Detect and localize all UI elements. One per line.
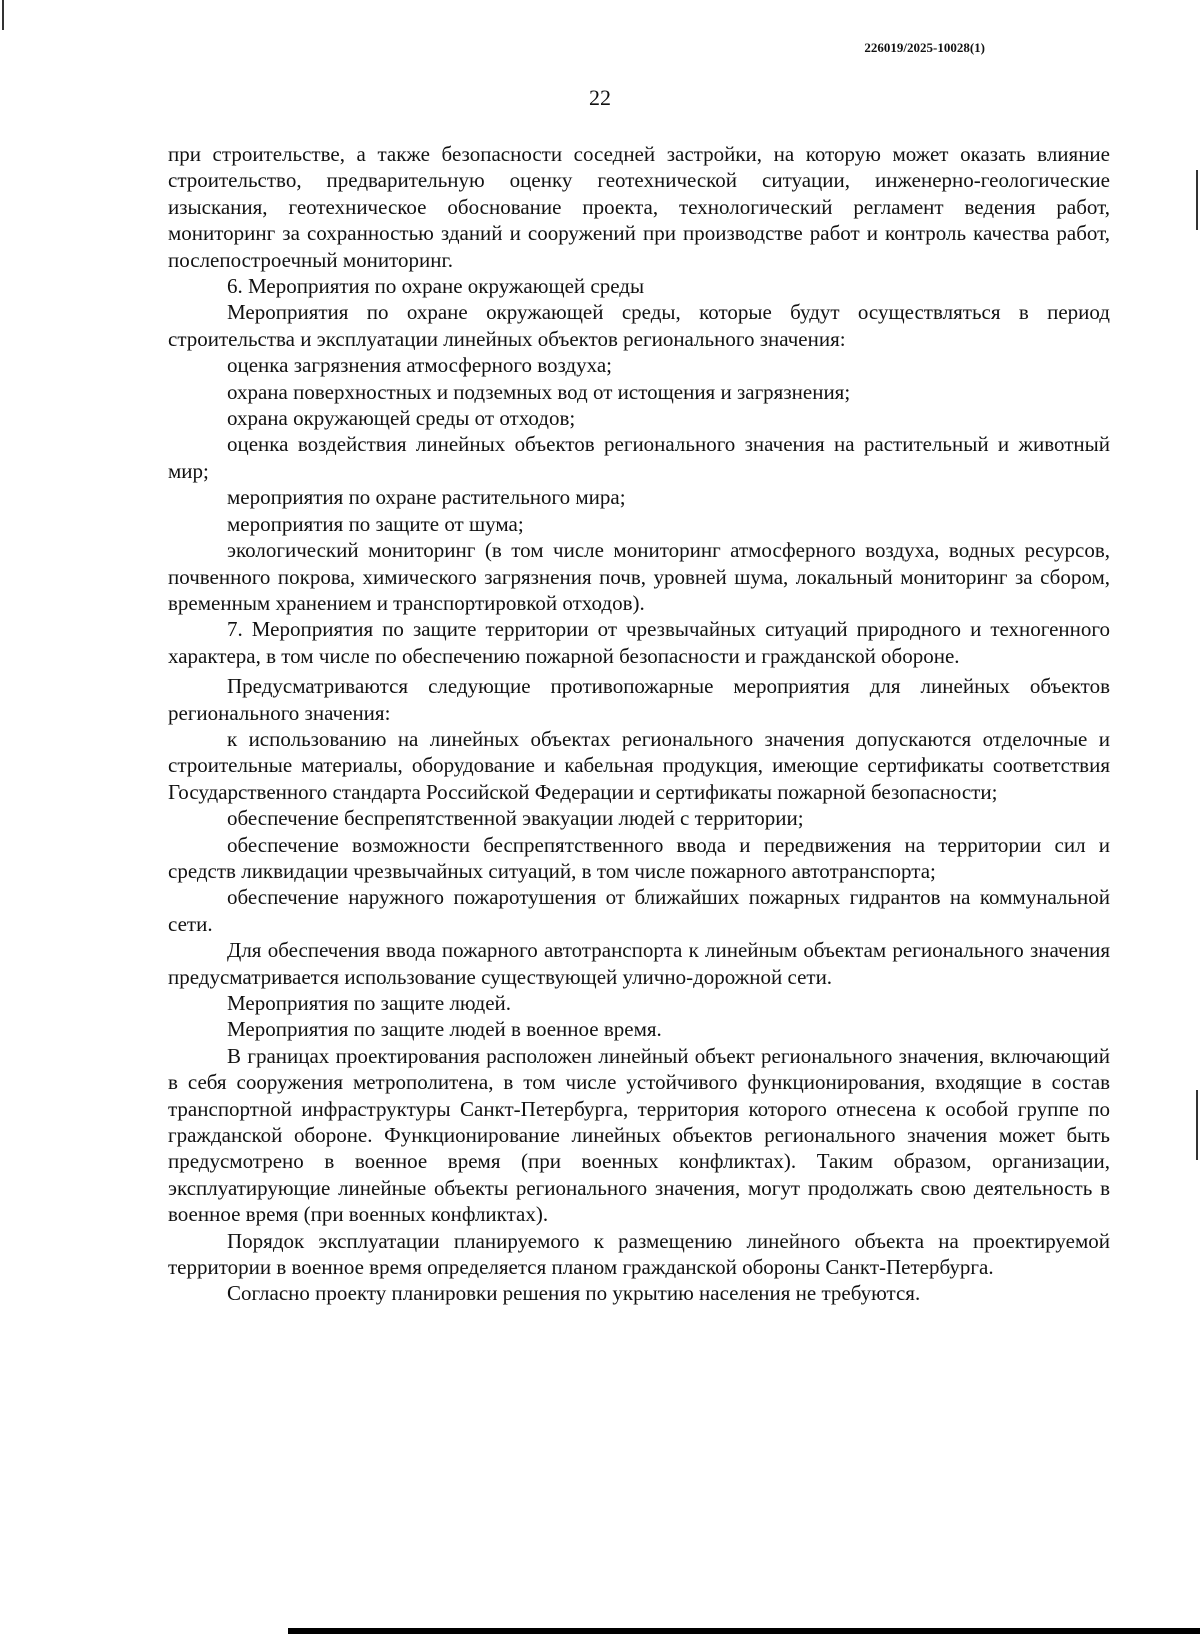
list-item: обеспечение наружного пожаротушения от ближайших пожарных гидрантов на коммунальной сети. [168, 885, 1110, 936]
paragraph: Мероприятия по охране окружающей среды, которые будут осуществляться в период строительства и эксплуатации линейных объектов регионального значения: [168, 300, 1110, 351]
page-number: 22 [589, 85, 611, 110]
paragraph: Мероприятия по защите людей. [227, 991, 512, 1015]
document-id: 226019/2025-10028(1) [864, 40, 985, 55]
list-item: мероприятия по охране растительного мира; [227, 485, 626, 510]
list-item: к использованию на линейных объектах регионального значения допускаются отделочные и строительные материалы, оборудование и кабельная продукция, имеющие сертификаты соответствия Государственного стандарта Российской Федерации и сертификаты пожарной безопасности; [168, 726, 1110, 804]
list-item: оценка загрязнения атмосферного воздуха; [227, 353, 612, 378]
paragraph: В границах проектирования расположен линейный объект регионального значения, включающий в себя сооружения метрополитена, в том числе устойчивого функционирования, входящие в состав транспортной инфраструктуры Санкт-Петербурга, территория которого отнесена к особой группе по гражданской обороне. Функционирование линейных объектов регионального значения может быть предусмотрено в военное время (при военных конфликтах). Таким образом, организации, эксплуатирующие линейные объекты регионального значения, могут продолжать свою деятельность в военное время (при военных конфликтах). [168, 1043, 1110, 1227]
scan-border-bottom [288, 1628, 1200, 1634]
paragraph: Для обеспечения ввода пожарного автотранспорта к линейным объектам регионального значения предусматривается использование существующей улично-дорожной сети. [168, 938, 1110, 989]
list-item: оценка воздействия линейных объектов регионального значения на растительный и животный мир; [168, 432, 1110, 483]
scan-edge-mark [1196, 1090, 1198, 1160]
paragraph: Порядок эксплуатации планируемого к размещению линейного объекта на проектируемой территории в военное время определяется планом гражданской обороны Санкт-Петербурга. [168, 1228, 1110, 1280]
scan-edge-mark [1196, 170, 1198, 230]
document-body [168, 141, 1110, 1307]
list-item: обеспечение возможности беспрепятственного ввода и передвижения на территории сил и средств ликвидации чрезвычайных ситуаций, в том числе пожарного автотранспорта; [168, 832, 1110, 883]
list-item: обеспечение беспрепятственной эвакуации людей с территории; [227, 806, 804, 831]
list-item: мероприятия по защите от шума; [227, 511, 524, 536]
scan-edge-mark [2, 0, 4, 30]
list-item: экологический мониторинг (в том числе мониторинг атмосферного воздуха, водных ресурсов, почвенного покрова, химического загрязнения почв, уровней шума, локальный мониторинг за сбором, временным хранением и транспортировкой отходов). [168, 538, 1110, 615]
list-item: охрана поверхностных и подземных вод от истощения и загрязнения; [227, 379, 851, 404]
paragraph: Предусматриваются следующие противопожарные мероприятия для линейных объектов регионального значения: [168, 674, 1110, 725]
paragraph: при строительстве, а также безопасности соседней застройки, на которую может оказать влияние строительство, предварительную оценку геотехнической ситуации, инженерно-геологические изыскания, геотехническое обоснование проекта, технологический регламент ведения работ, мониторинг за сохранностью зданий и сооружений при производстве работ и контроль качества работ, послепостроечный мониторинг. [168, 142, 1110, 272]
section-heading-7: 7. Мероприятия по защите территории от чрезвычайных ситуаций природного и техногенного характера, в том числе по обеспечению пожарной безопасности и гражданской обороне. [168, 617, 1110, 668]
paragraph: Согласно проекту планировки решения по укрытию населения не требуются. [227, 1281, 921, 1306]
section-heading-6: 6. Мероприятия по охране окружающей среды [227, 274, 645, 299]
list-item: охрана окружающей среды от отходов; [227, 406, 576, 431]
paragraph: Мероприятия по защите людей в военное время. [227, 1017, 662, 1042]
